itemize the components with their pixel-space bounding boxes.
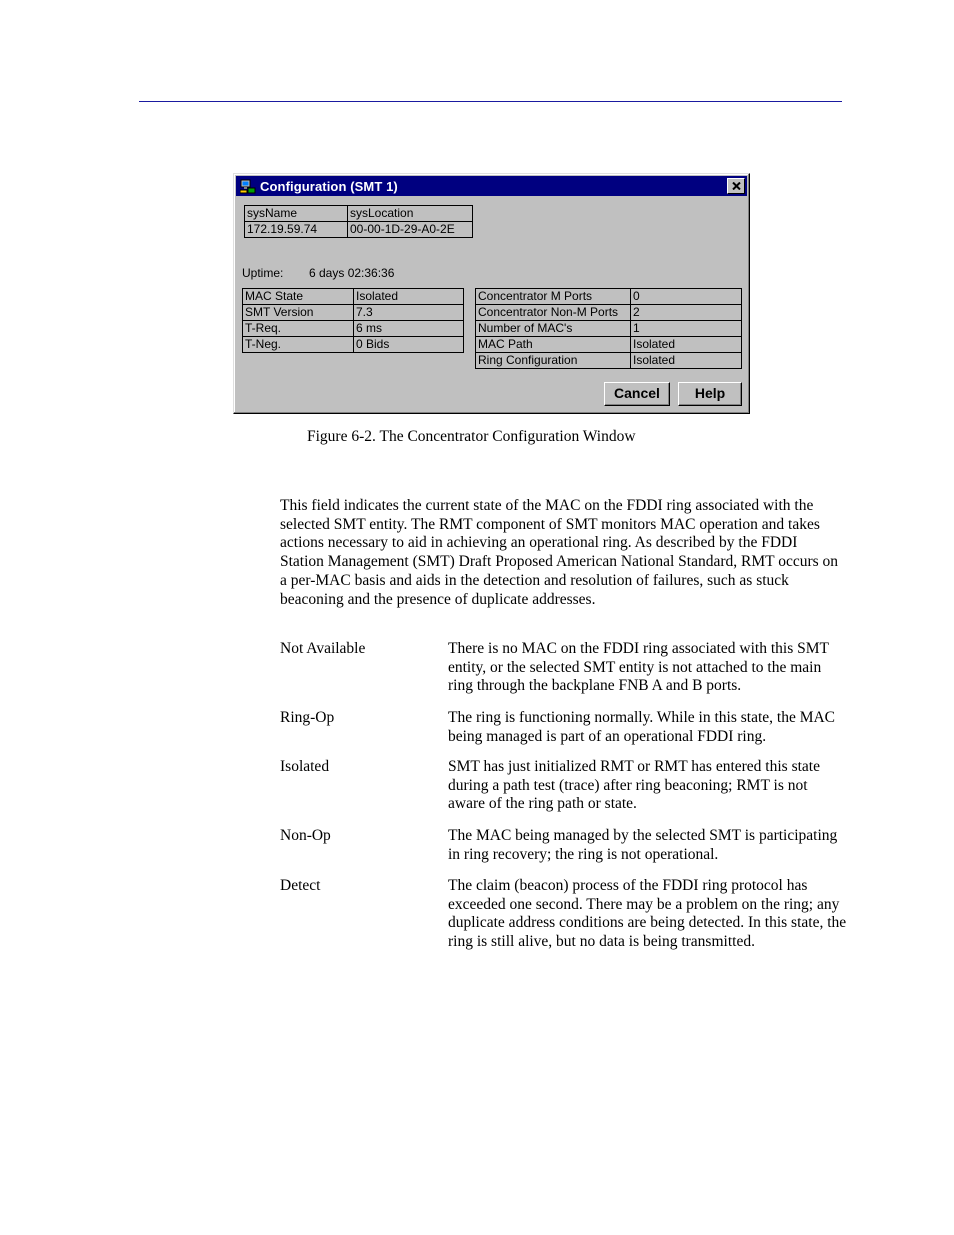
state-description: The ring is functioning normally. While in this state, the MAC being managed is part of an operational FDDI ring. (448, 709, 836, 745)
state-description: There is no MAC on the FDDI ring associated with this SMT entity, or the selected SMT entity is not attached to the main ring through the backplane FNB A and B ports. (448, 640, 829, 695)
mac-info-table (242, 288, 464, 353)
table-row (476, 305, 742, 321)
dialog-titlebar[interactable] (236, 176, 747, 196)
table-cell: 7.3 (354, 305, 464, 321)
state-term: Detect (280, 877, 321, 894)
table-cell: 1 (631, 321, 742, 337)
table-row (243, 321, 464, 337)
table-cell: 6 ms (354, 321, 464, 337)
state-term: Not Available (280, 640, 366, 657)
cancel-button[interactable]: Cancel (604, 382, 670, 406)
table-cell: Concentrator M Ports (476, 289, 631, 305)
close-button[interactable] (727, 178, 745, 194)
help-button[interactable]: Help (678, 382, 742, 406)
table-cell: Concentrator Non-M Ports (476, 305, 631, 321)
table-cell: T-Req. (243, 321, 354, 337)
state-description: SMT has just initialized RMT or RMT has entered this state during a path test (trace) after ring beaconing; RMT is not aware of the ring path or state. (448, 758, 820, 813)
table-cell: Isolated (631, 337, 742, 353)
system-info-table (244, 205, 473, 238)
table-cell: Isolated (631, 353, 742, 369)
table-row (243, 289, 464, 305)
ip-address-value: 172.19.59.74 (245, 222, 348, 238)
figure-caption: Figure 6-2. The Concentrator Configuration Window (307, 428, 636, 445)
close-icon (732, 182, 741, 190)
table-row (476, 337, 742, 353)
table-cell: 0 (631, 289, 742, 305)
table-cell: sysName (245, 206, 348, 222)
uptime-value: 6 days 02:36:36 (309, 266, 395, 280)
table-cell: MAC Path (476, 337, 631, 353)
table-cell: 2 (631, 305, 742, 321)
table-cell: SMT Version (243, 305, 354, 321)
table-cell: Isolated (354, 289, 464, 305)
table-cell: sysLocation (348, 206, 473, 222)
table-row (243, 337, 464, 353)
intro-paragraph: This field indicates the current state of the MAC on the FDDI ring associated with the selected SMT entity. The RMT component of SMT monitors MAC operation and takes actions necessary to aid in achieving an operational ring. As described by the FDDI Station Management (SMT) Draft Proposed American National Standard, RMT occurs on a per-MAC basis and aids in the detection and resolution of failures, such as stuck beaconing and the presence of duplicate addresses. (280, 497, 839, 608)
network-app-icon (240, 179, 256, 194)
dialog-title: Configuration (SMT 1) (260, 179, 398, 194)
state-term: Non-Op (280, 827, 331, 844)
table-cell: Ring Configuration (476, 353, 631, 369)
table-row (476, 289, 742, 305)
state-term: Ring-Op (280, 709, 335, 726)
table-cell: 0 Bids (354, 337, 464, 353)
concentrator-info-table (475, 288, 742, 369)
table-row (476, 321, 742, 337)
table-row (476, 353, 742, 369)
table-cell: Number of MAC's (476, 321, 631, 337)
header-rule (139, 101, 842, 102)
mac-address-value: 00-00-1D-29-A0-2E (348, 222, 473, 238)
table-row (243, 305, 464, 321)
table-cell: T-Neg. (243, 337, 354, 353)
state-description: The MAC being managed by the selected SMT is participating in ring recovery; the ring is not operational. (448, 827, 838, 863)
state-description: The claim (beacon) process of the FDDI ring protocol has exceeded one second. There may be a problem on the ring; any duplicate address conditions are being detected. In this state, the ring is still alive, but no data is being transmitted. (448, 877, 847, 951)
table-cell: MAC State (243, 289, 354, 305)
table-row (245, 222, 473, 238)
uptime-label: Uptime: (242, 266, 284, 280)
table-row (245, 206, 473, 222)
state-term: Isolated (280, 758, 330, 775)
configuration-dialog (233, 173, 750, 414)
